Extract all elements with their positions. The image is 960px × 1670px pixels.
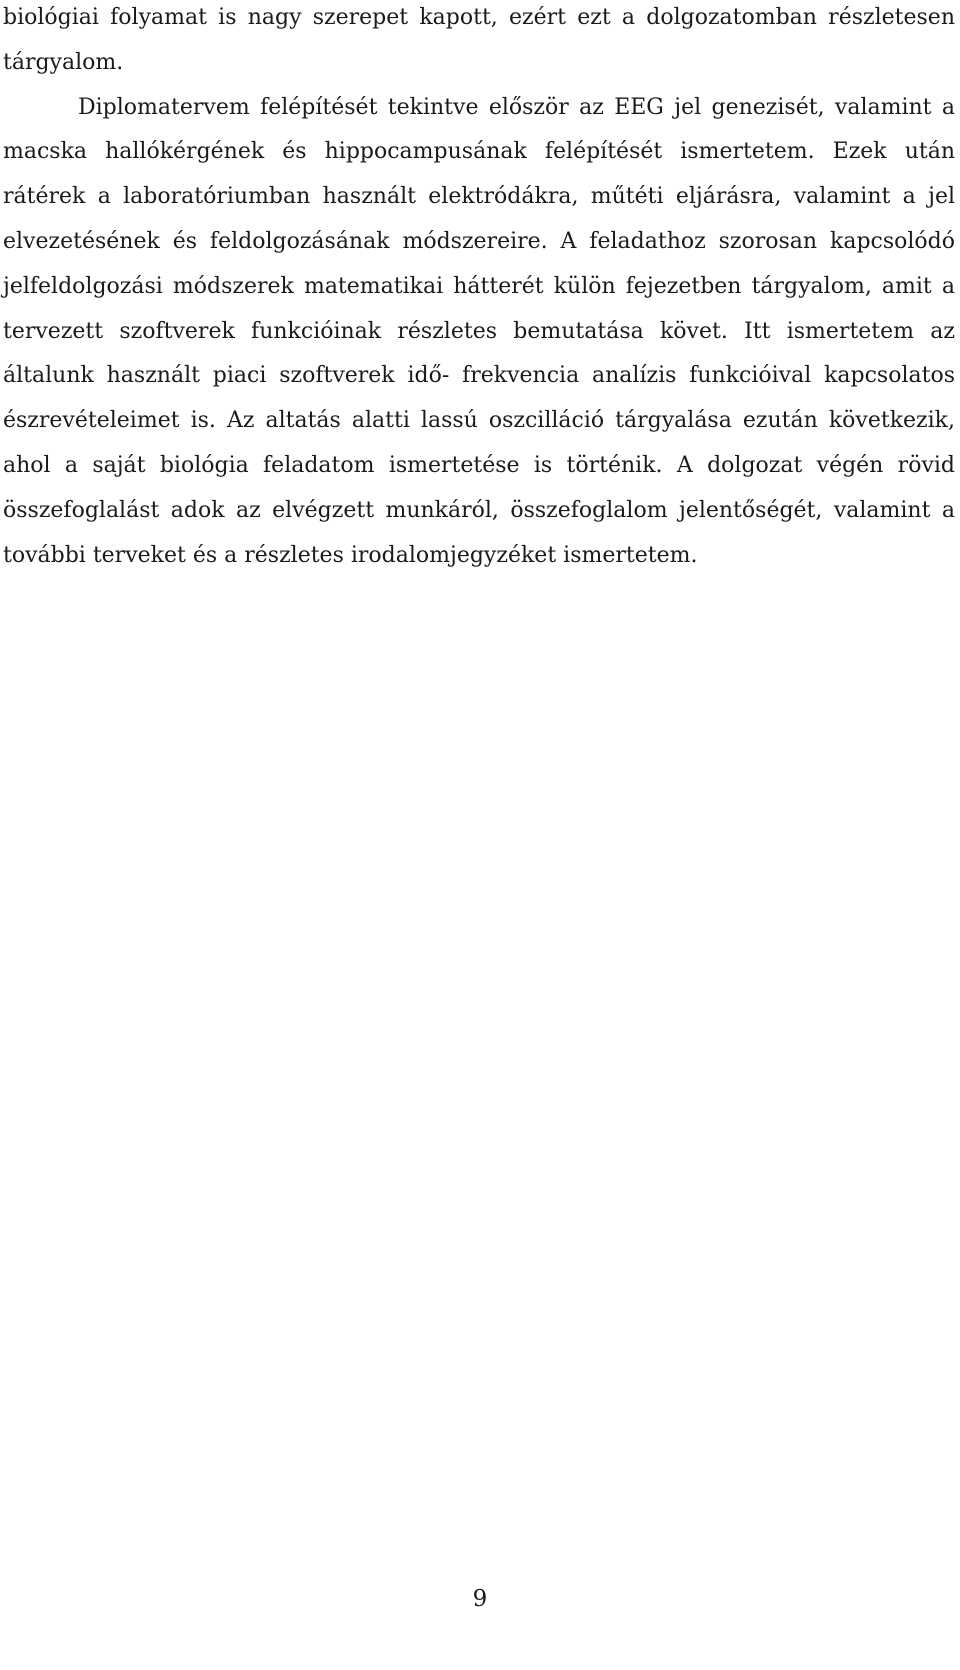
body-text (3, 0, 955, 578)
paragraph-overview: Diplomatervem felépítését tekintve először az EEG jel genezisét, valamint a macska hallókérgének és hippocampusának felépítését ismertetem. Ezek után rátérek a laboratóriumban használt elektródákra, műtéti eljárásra, valamint a jel elvezetésének és feldolgozásának módszereire. A feladathoz szorosan kapcsolódó jelfeldolgozási módszerek matematikai hátterét külön fejezetben tárgyalom, amit a tervezett szoftverek funkcióinak részletes bemutatása követ. Itt ismertetem az általunk használt piaci szoftverek idő- frekvencia analízis funkcióival kapcsolatos észrevételeimet is. Az altatás alatti lassú oszcilláció tárgyalása ezután következik, ahol a saját biológia feladatom ismertetése is történik. A dolgozat végén rövid összefoglalást adok az elvégzett munkáról, összefoglalom jelentőségét, valamint a további terveket és a részletes irodalomjegyzéket ismertetem. (3, 94, 955, 568)
page-number: 9 (472, 1586, 488, 1612)
paragraph-continued: biológiai folyamat is nagy szerepet kapott, ezért ezt a dolgozatomban részletesen tárgyalom. (3, 5, 955, 75)
